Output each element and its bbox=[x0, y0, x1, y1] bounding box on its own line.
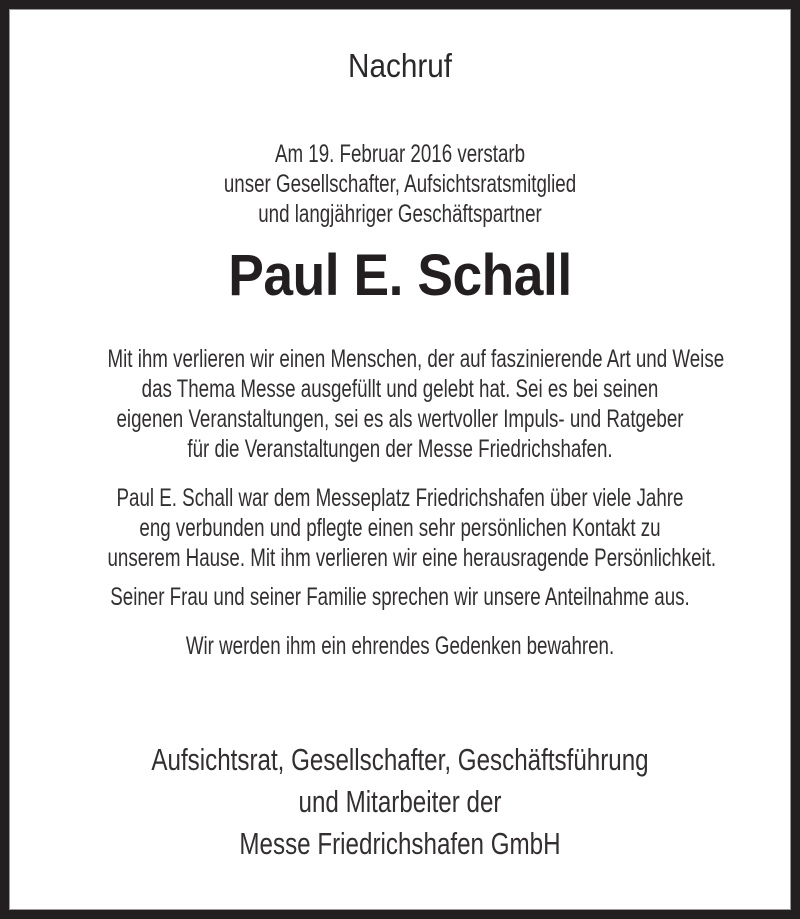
paragraph-line: unserem Hause. Mit ihm verlieren wir eine herausragende Persönlichkeit. bbox=[107, 544, 717, 572]
paragraph-line: Mit ihm verlieren wir einen Menschen, der auf faszinierende Art und Weise bbox=[107, 345, 725, 373]
signature-line: Aufsichtsrat, Gesellschafter, Geschäftsführung bbox=[151, 742, 649, 777]
intro-line: unser Gesellschafter, Aufsichtsratsmitglied bbox=[223, 170, 577, 198]
intro-block bbox=[108, 139, 693, 229]
obituary-inner-frame bbox=[9, 9, 791, 910]
paragraph-line: eigenen Veranstaltungen, sei es als wertvoller Impuls- und Ratgeber bbox=[116, 405, 684, 433]
remembrance-line: Wir werden ihm ein ehrendes Gedenken bewahren. bbox=[185, 632, 615, 660]
intro-line: Am 19. Februar 2016 verstarb bbox=[274, 140, 526, 168]
tribute-paragraph-1 bbox=[107, 344, 725, 464]
paragraph-line: das Thema Messe ausgefüllt und gelebt hat. Sei es bei seinen bbox=[141, 375, 659, 403]
paragraph-line: Paul E. Schall war dem Messeplatz Friedrichshafen über viele Jahre bbox=[116, 484, 684, 512]
deceased-name: Paul E. Schall bbox=[228, 243, 572, 308]
intro-line: und langjähriger Geschäftspartner bbox=[258, 200, 542, 228]
signature-block bbox=[96, 739, 704, 865]
tribute-paragraph-2 bbox=[107, 483, 717, 573]
signature-line: Messe Friedrichshafen GmbH bbox=[239, 826, 561, 861]
paragraph-line: eng verbunden und pflegte einen sehr persönlichen Kontakt zu bbox=[139, 514, 661, 542]
notice-heading: Nachruf bbox=[347, 47, 453, 84]
signature-line: und Mitarbeiter der bbox=[298, 784, 502, 819]
paragraph-line: für die Veranstaltungen der Messe Friedrichshafen. bbox=[187, 435, 613, 463]
condolence-line: Seiner Frau und seiner Familie sprechen wir unsere Anteilnahme aus. bbox=[110, 583, 690, 611]
